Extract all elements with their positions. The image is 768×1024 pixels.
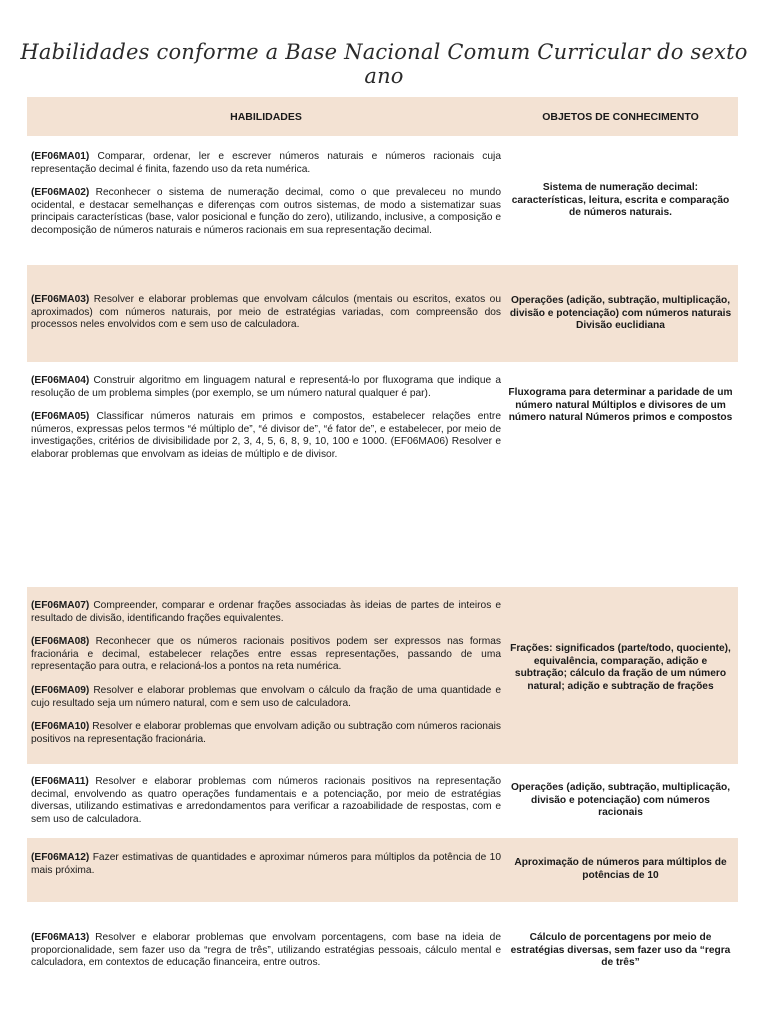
skill-item: (EF06MA01) Comparar, ordenar, ler e escrever números naturais e números racionais cuja representação decimal é finita, fazendo uso da reta numérica. <box>31 151 501 175</box>
object-cell: Operações (adição, subtração, multiplicação, divisão e potenciação) com números racionais <box>510 782 731 819</box>
object-cell: Aproximação de números para múltiplos de potências de 10 <box>514 857 727 881</box>
object-cell: Fluxograma para determinar a paridade de um número natural Múltiplos e divisores de um número natural Números primos e compostos <box>508 387 733 424</box>
object-cell: Cálculo de porcentagens por meio de estratégias diversas, sem fazer uso da “regra de três” <box>510 932 731 969</box>
skill-item: (EF06MA09) Resolver e elaborar problemas que envolvam o cálculo da fração de uma quantidade e cujo resultado seja um número natural, com e sem uso de calculadora. <box>31 684 501 709</box>
skill-item: (EF06MA13) Resolver e elaborar problemas que envolvam porcentagens, com base na ideia de proporcionalidade, sem fazer uso da “regra de três”, utilizando estratégias pessoais, cálculo mental e calculadora, em contextos de educação financeira, entre outros. <box>31 932 501 969</box>
skill-item: (EF06MA05) Classificar números naturais em primos e compostos, estabelecer relações entre números, expressas pelos termos “é múltiplo de”, “é divisor de”, “é fator de”, e estabelecer, por meio de investigações, critérios de divisibilidade por 2, 3, 4, 5, 6, 8, 9, 10, 100 e 1000. (EF06MA06) Resolver e elaborar problemas que envolvam as ideias de múltiplo e de divisor. <box>31 411 501 460</box>
skills-cell <box>31 600 501 757</box>
skill-item: (EF06MA03) Resolver e elaborar problemas que envolvam cálculos (mentais ou escritos, exatos ou aproximados) com números naturais, por meio de estratégias variadas, com compreensão dos processos neles envolvidos com e sem uso de calculadora. <box>31 294 501 331</box>
skills-cell <box>31 932 501 981</box>
skill-item: (EF06MA07) Compreender, comparar e ordenar frações associadas às ideias de partes de inteiros e resultado de divisão, identificando frações equivalentes. <box>31 600 501 624</box>
object-cell: Operações (adição, subtração, multiplicação, divisão e potenciação) com números naturais Divisão euclidiana <box>509 295 732 332</box>
skill-item: (EF06MA12) Fazer estimativas de quantidades e aproximar números para múltiplos da potência de 10 mais próxima. <box>31 852 501 876</box>
header-skills: HABILIDADES <box>230 111 302 123</box>
object-cell: Frações: significados (parte/todo, quociente), equivalência, comparação, adição e subtração; cálculo da fração de um número natural; adição e subtração de frações <box>510 643 731 692</box>
skill-item: (EF06MA02) Reconhecer o sistema de numeração decimal, como o que prevaleceu no mundo ocidental, e destacar semelhanças e diferenças com outros sistemas, de modo a sistematizar suas principais características (base, valor posicional e função do zero), utilizando, inclusive, a composição e decomposição de números naturais e números racionais em sua representação decimal. <box>31 187 501 236</box>
skill-item: (EF06MA10) Resolver e elaborar problemas que envolvam adição ou subtração com números racionais positivos na representação fracionária. <box>31 721 501 745</box>
skills-cell <box>31 375 501 473</box>
header-objects: OBJETOS DE CONHECIMENTO <box>542 111 699 123</box>
object-cell: Sistema de numeração decimal: características, leitura, escrita e comparação de números naturais. <box>511 182 730 219</box>
skills-cell <box>31 776 501 837</box>
page-title: Habilidades conforme a Base Nacional Comum Curricular do sexto ano <box>20 40 748 88</box>
skills-cell <box>31 294 501 343</box>
skill-item: (EF06MA04) Construir algoritmo em linguagem natural e representá-lo por fluxograma que indique a resolução de um problema simples (por exemplo, se um número natural qualquer é par). <box>31 375 501 399</box>
skill-item: (EF06MA11) Resolver e elaborar problemas com números racionais positivos na representação decimal, envolvendo as quatro operações fundamentais e a potenciação, por meio de estratégias diversas, utilizando estimativas e arredondamentos para verificar a razoabilidade de respostas, com e sem uso de calculadora. <box>31 776 501 825</box>
skills-cell <box>31 852 501 888</box>
skill-item: (EF06MA08) Reconhecer que os números racionais positivos podem ser expressos nas formas fracionária e decimal, estabelecer relações entre essas representações, passando de uma representação para outra, e relacioná-los a pontos na reta numérica. <box>31 636 501 673</box>
skills-cell <box>31 151 501 249</box>
